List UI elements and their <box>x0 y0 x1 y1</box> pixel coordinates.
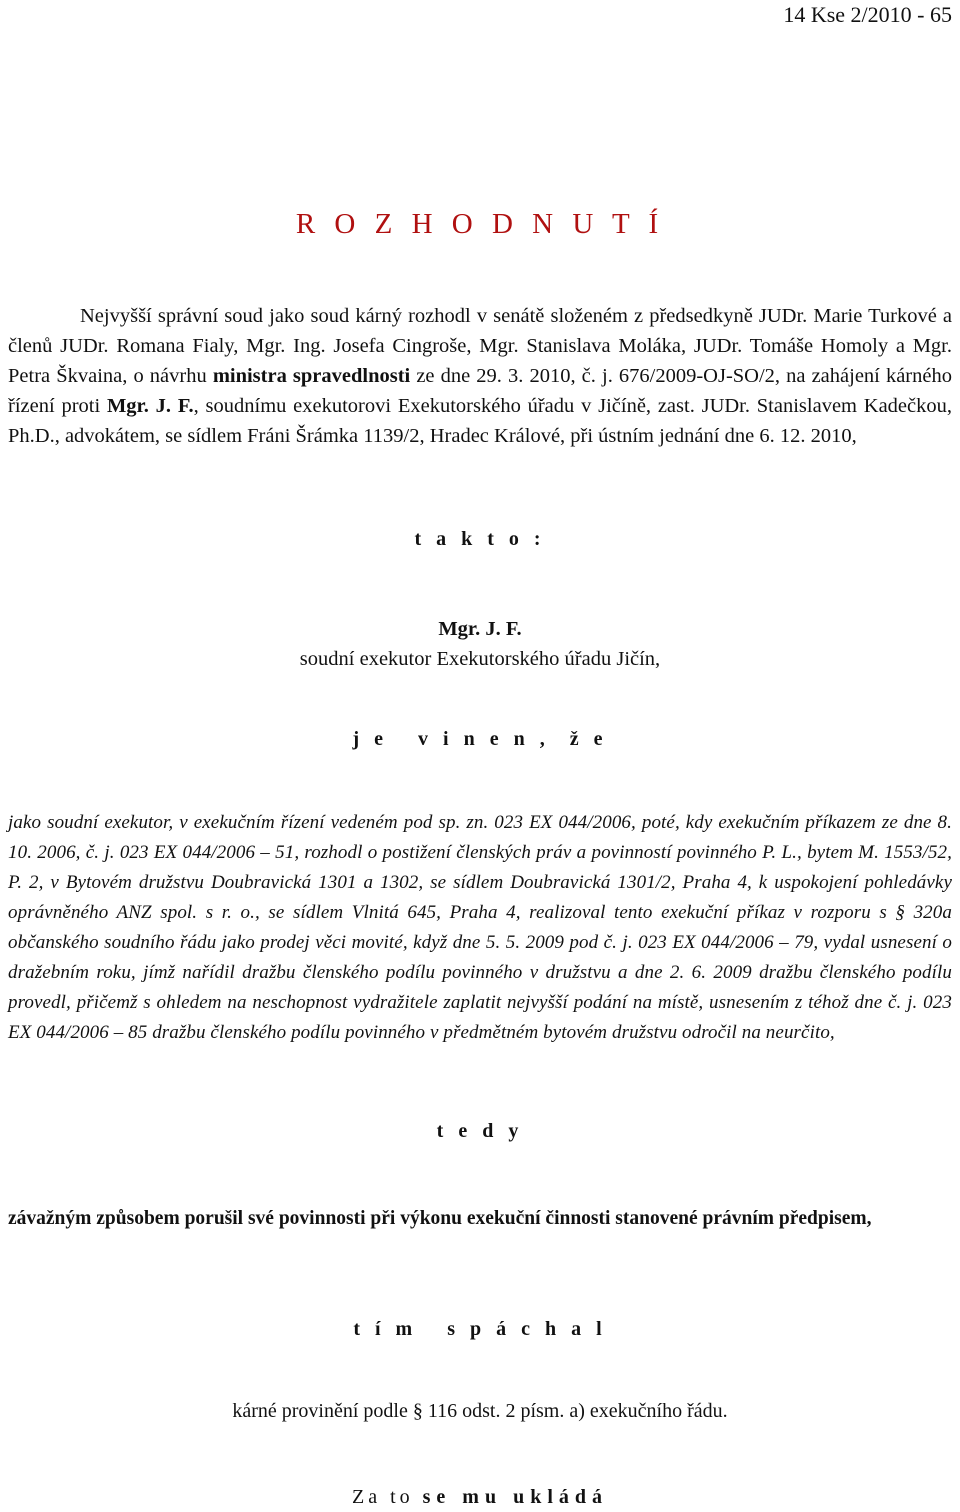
intro-petitioner: ministra spravedlnosti <box>212 365 411 387</box>
closing-za-to: Za to <box>351 1486 423 1508</box>
closing-se-mu-uklada: se mu ukládá <box>422 1486 609 1508</box>
intro-text-part2: ze dne 29. 3. 2010, č. j. 676/2009-OJ-SO/2, na zahájení kárného řízení proti <box>8 365 952 417</box>
act-description: jako soudní exekutor, v exekučním řízení vedeném pod sp. zn. 023 EX 044/2006, poté, kdy exekučním příkazem ze dne 8. 10. 2006, č. j. 023 EX 044/2006 – 51, rozhodl o postižení členských práv a povinností povinného P. L., bytem M. 1553/52, P. 2, v Bytovém družstvu Doubravická 1301 a 1302, se sídlem Doubravická 1301/2, Praha 4, k uspokojení pohledávky oprávněného ANZ spol. s r. o., se sídlem Vlnitá 645, Praha 4, realizoval tento exekuční příkaz v rozporu s § 320a občanského soudního řádu jako prodej věci movité, když dne 5. 5. 2009 pod č. j. 023 EX 044/2006 – 79, vydal usnesení o dražebním roku, jímž nařídil dražbu členského podílu povinného v družstvu a dne 2. 6. 2009 dražbu členského podílu provedl, přičemž s ohledem na neschopnost vydražitele zaplatit nejvyšší podání na místě, usnesením z téhož dne č. j. 023 EX 044/2006 – 85 dražbu členského podílu povinného v předmětném bytovém družstvu odročil na neurčito, <box>8 812 952 1043</box>
intro-accused-name: Mgr. J. F. <box>106 395 194 417</box>
case-reference: 14 Kse 2/2010 - 65 <box>783 2 952 27</box>
accused-role: soudní exekutor Exekutorského úřadu Jičín, <box>299 648 661 670</box>
heading-tim-spachal: t í m s p á c h a l <box>353 1318 607 1340</box>
document-title: R O Z H O D N U T Í <box>295 208 665 240</box>
closing-line <box>0 1486 960 1509</box>
heading-je-vinen: j e v i n e n , ž e <box>352 728 608 750</box>
intro-text-part1: Nejvyšší správní soud jako soud kárný rozhodl v senátě složeném z předsedkyně JUDr. Marie Turkové a členů JUDr. Romana Fialy, Mgr. Ing. Josefa Cingroše, Mgr. Stanislava Moláka, JUDr. Tomáše Homoly a Mgr. Petra Škvaina, o návrhu <box>8 305 952 387</box>
intro-text-part3: , soudnímu exekutorovi Exekutorského úřadu v Jičíně, zast. JUDr. Stanislavem Kadečkou, Ph.D., advokátem, se sídlem Fráni Šrámka 1139/2, Hradec Králové, při ústním jednání dne 6. 12. 2010, <box>8 395 952 447</box>
accused-name: Mgr. J. F. <box>438 618 522 640</box>
heading-tedy: t e d y <box>436 1120 524 1142</box>
accused-block <box>0 614 960 674</box>
violation-statement: závažným způsobem porušil své povinnosti při výkonu exekuční činnosti stanovené právním předpisem, <box>8 1208 872 1229</box>
intro-paragraph <box>8 301 952 451</box>
offence-statement: kárné provinění podle § 116 odst. 2 písm. a) exekučního řádu. <box>232 1400 728 1422</box>
heading-takto: t a k t o : <box>414 528 546 550</box>
